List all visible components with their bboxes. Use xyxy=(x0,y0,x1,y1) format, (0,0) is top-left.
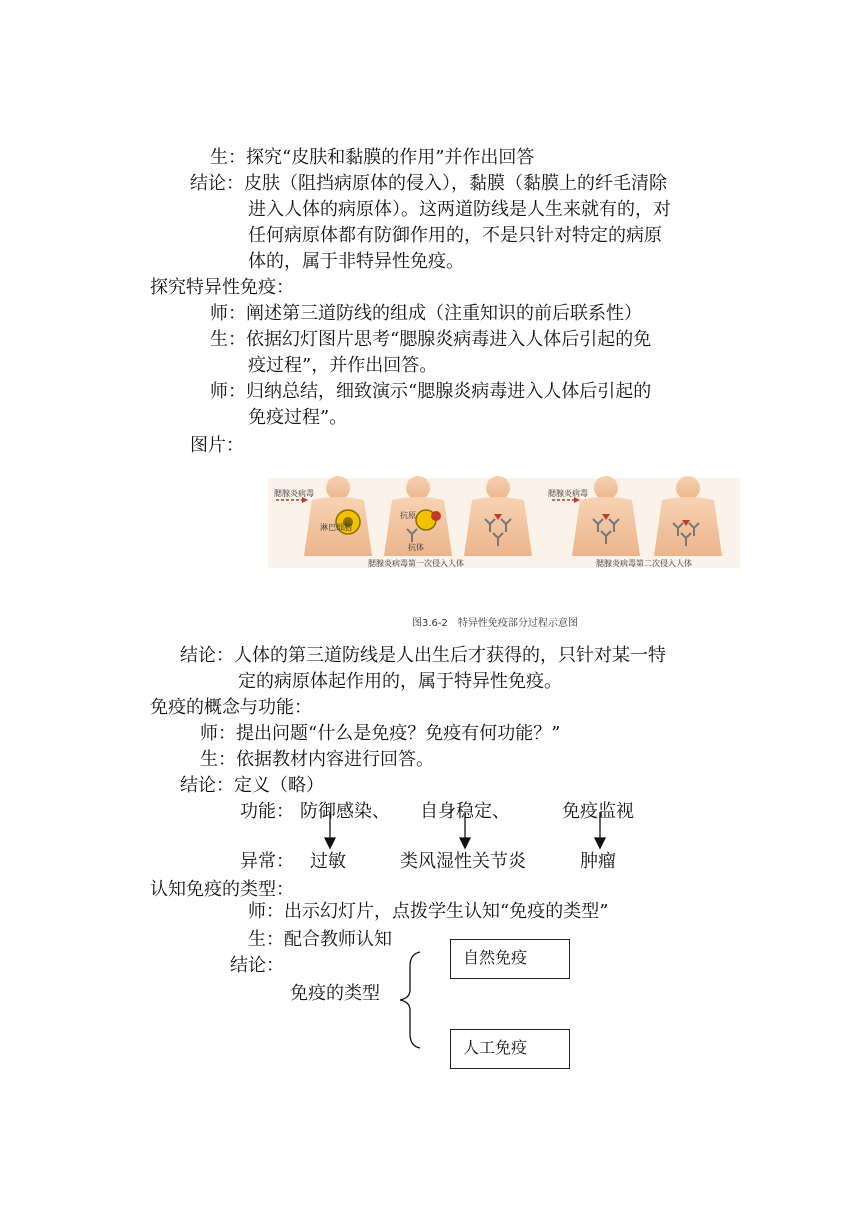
abnormal-item: 过敏 xyxy=(310,851,346,872)
section-heading: 认知免疫的类型： xyxy=(150,879,294,900)
section-heading: 免疫的概念与功能： xyxy=(150,697,312,718)
text-line: 定的病原体起作用的，属于特异性免疫。 xyxy=(238,671,562,692)
text-line: 生：依据幻灯图片思考“腮腺炎病毒进入人体后引起的免 xyxy=(210,329,652,350)
abnormal-item: 肿瘤 xyxy=(580,851,616,872)
text-line: 师：出示幻灯片，点拨学生认知“免疫的类型” xyxy=(248,901,609,922)
text-line: 生：依据教材内容进行回答。 xyxy=(200,749,434,770)
function-item: 防御感染、 xyxy=(300,801,390,822)
function-item: 自身稳定、 xyxy=(420,801,510,822)
text-line: 师：阐述第三道防线的组成（注重知识的前后联系性） xyxy=(210,303,642,324)
immune-types-root: 免疫的类型 xyxy=(290,983,380,1004)
arrow-down-icon xyxy=(595,838,605,848)
text-line: 师：归纳总结，细致演示“腮腺炎病毒进入人体后引起的 xyxy=(210,381,652,402)
abnormal-item: 类风湿性关节炎 xyxy=(400,851,526,872)
figure-label-virus-2: 腮腺炎病毒 xyxy=(548,489,588,498)
figure-label-antigen: 抗原 xyxy=(400,511,416,520)
text-line: 体的，属于非特异性免疫。 xyxy=(248,251,464,272)
text-line: 任何病原体都有防御作用的，不是只针对特定的病原 xyxy=(248,225,662,246)
text-line: 进入人体的病原体）。这两道防线是人生来就有的，对 xyxy=(248,199,671,220)
text-line: 生：配合教师认知 xyxy=(248,929,392,950)
figure-subcaption-2: 腮腺炎病毒第二次侵入人体 xyxy=(596,559,692,568)
function-label: 功能： xyxy=(240,801,294,822)
immune-type-box-artificial: 人工免疫 xyxy=(450,1029,570,1069)
text-line: 师：提出问题“什么是免疫？免疫有何功能？” xyxy=(200,723,561,744)
text-line: 结论： xyxy=(230,955,284,976)
arrow-down-icon xyxy=(460,838,470,848)
text-line: 免疫过程”。 xyxy=(248,407,348,428)
section-heading: 探究特异性免疫： xyxy=(150,277,294,298)
figure-caption: 图3.6-2 特异性免疫部分过程示意图 xyxy=(412,618,578,629)
text-line: 结论：人体的第三道防线是人出生后才获得的，只针对某一特 xyxy=(180,645,666,666)
abnormal-label: 异常： xyxy=(240,851,294,872)
text-line: 结论：皮肤（阻挡病原体的侵入），黏膜（黏膜上的纤毛清除 xyxy=(190,173,667,194)
figure-label-lymphocyte: 淋巴细胞 xyxy=(320,523,352,532)
text-line: 疫过程”，并作出回答。 xyxy=(248,355,438,376)
figure-label-antibody: 抗体 xyxy=(408,543,424,552)
immune-type-box-natural: 自然免疫 xyxy=(450,939,570,979)
brace-icon xyxy=(400,952,420,1048)
function-item: 免疫监视 xyxy=(562,801,634,822)
text-line: 生：探究“皮肤和黏膜的作用”并作出回答 xyxy=(210,147,535,168)
text-line: 结论：定义（略） xyxy=(180,775,324,796)
text-line: 图片： xyxy=(190,435,244,456)
arrow-down-icon xyxy=(325,838,335,848)
figure-subcaption-1: 腮腺炎病毒第一次侵入人体 xyxy=(368,559,464,568)
figure-label-virus-1: 腮腺炎病毒 xyxy=(274,489,314,498)
